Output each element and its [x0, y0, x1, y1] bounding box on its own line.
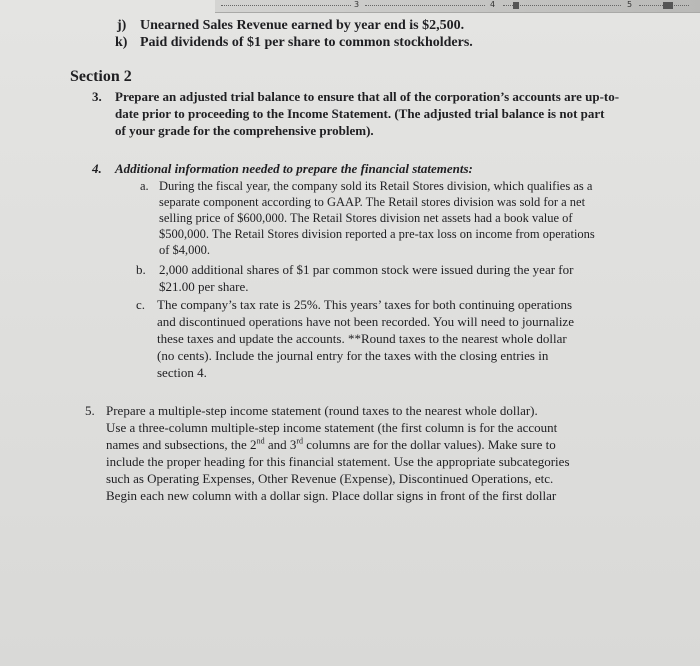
item-4b-line: $21.00 per share. — [159, 279, 249, 294]
item-5-line: Begin each new column with a dollar sign. Place dollar signs in front of the first dollar — [106, 488, 557, 503]
item-k-marker: k) — [115, 35, 128, 50]
item-4c-line: section 4. — [157, 365, 207, 380]
item-5-line: Prepare a multiple-step income statement (round taxes to the nearest whole dollar). — [106, 403, 538, 418]
item-4a-line: $500,000. The Retail Stores division reported a pre-tax loss on income from operations — [159, 227, 595, 241]
ruler-tab-marker — [663, 2, 673, 9]
item-4c-line: these taxes and update the accounts. **Round taxes to the nearest whole dollar — [157, 331, 567, 346]
item-4c-marker: c. — [136, 297, 146, 312]
item-4a-line: of $4,000. — [159, 243, 211, 257]
item-5-number: 5. — [85, 403, 95, 418]
item-4-number: 4. — [92, 161, 102, 176]
ruler-mark-3: 3 — [354, 0, 360, 9]
item-j-marker: j) — [117, 18, 127, 33]
item-4b-line: 2,000 additional shares of $1 par common stock were issued during the year for — [159, 262, 574, 277]
item-4b-marker: b. — [136, 262, 146, 277]
item-k-text: Paid dividends of $1 per share to common stockholders. — [140, 35, 473, 50]
item-4c-line: and discontinued operations have not been recorded. You will need to journalize — [157, 314, 574, 329]
item-4c-line: (no cents). Include the journal entry for the taxes with the closing entries in — [157, 348, 549, 363]
item-5-line: include the proper heading for this financial statement. Use the appropriate subcategories — [106, 454, 570, 469]
ruler — [215, 0, 700, 13]
item-3-line: Prepare an adjusted trial balance to ensure that all of the corporation’s accounts are up-to- — [115, 89, 620, 104]
item-4a-line: selling price of $600,000. The Retail Stores division net assets had a book value of — [159, 211, 573, 225]
item-j-text: Unearned Sales Revenue earned by year end is $2,500. — [140, 18, 465, 33]
ruler-mark-4: 4 — [490, 0, 496, 9]
item-4-title: Additional information needed to prepare the financial statements: — [115, 161, 473, 176]
item-5-line: names and subsections, the 2nd and 3rd columns are for the dollar values). Make sure to — [106, 436, 556, 452]
item-4c-line: The company’s tax rate is 25%. This years’ taxes for both continuing operations — [157, 297, 573, 312]
ruler-mark-5: 5 — [627, 0, 633, 9]
ruler-indent-marker — [513, 2, 519, 9]
item-4a-line: During the fiscal year, the company sold its Retail Stores division, which qualifies as a — [159, 179, 593, 193]
item-3-line: date prior to proceeding to the Income Statement. (The adjusted trial balance is not part — [115, 106, 605, 121]
item-4a-line: separate component according to GAAP. The Retail stores division was sold for a net — [159, 195, 586, 209]
item-3-line: of your grade for the comprehensive problem). — [115, 123, 374, 138]
item-5-line: Use a three-column multiple-step income statement (the first column is for the account — [106, 420, 558, 435]
ruler-dots — [221, 5, 351, 7]
item-5-line: such as Operating Expenses, Other Revenue (Expense), Discontinued Operations, etc. — [106, 471, 554, 486]
ruler-dots — [365, 5, 485, 7]
section-2-heading: Section 2 — [70, 68, 132, 85]
ruler-dots — [503, 5, 621, 7]
item-4a-marker: a. — [140, 179, 149, 193]
item-3-number: 3. — [92, 89, 102, 104]
